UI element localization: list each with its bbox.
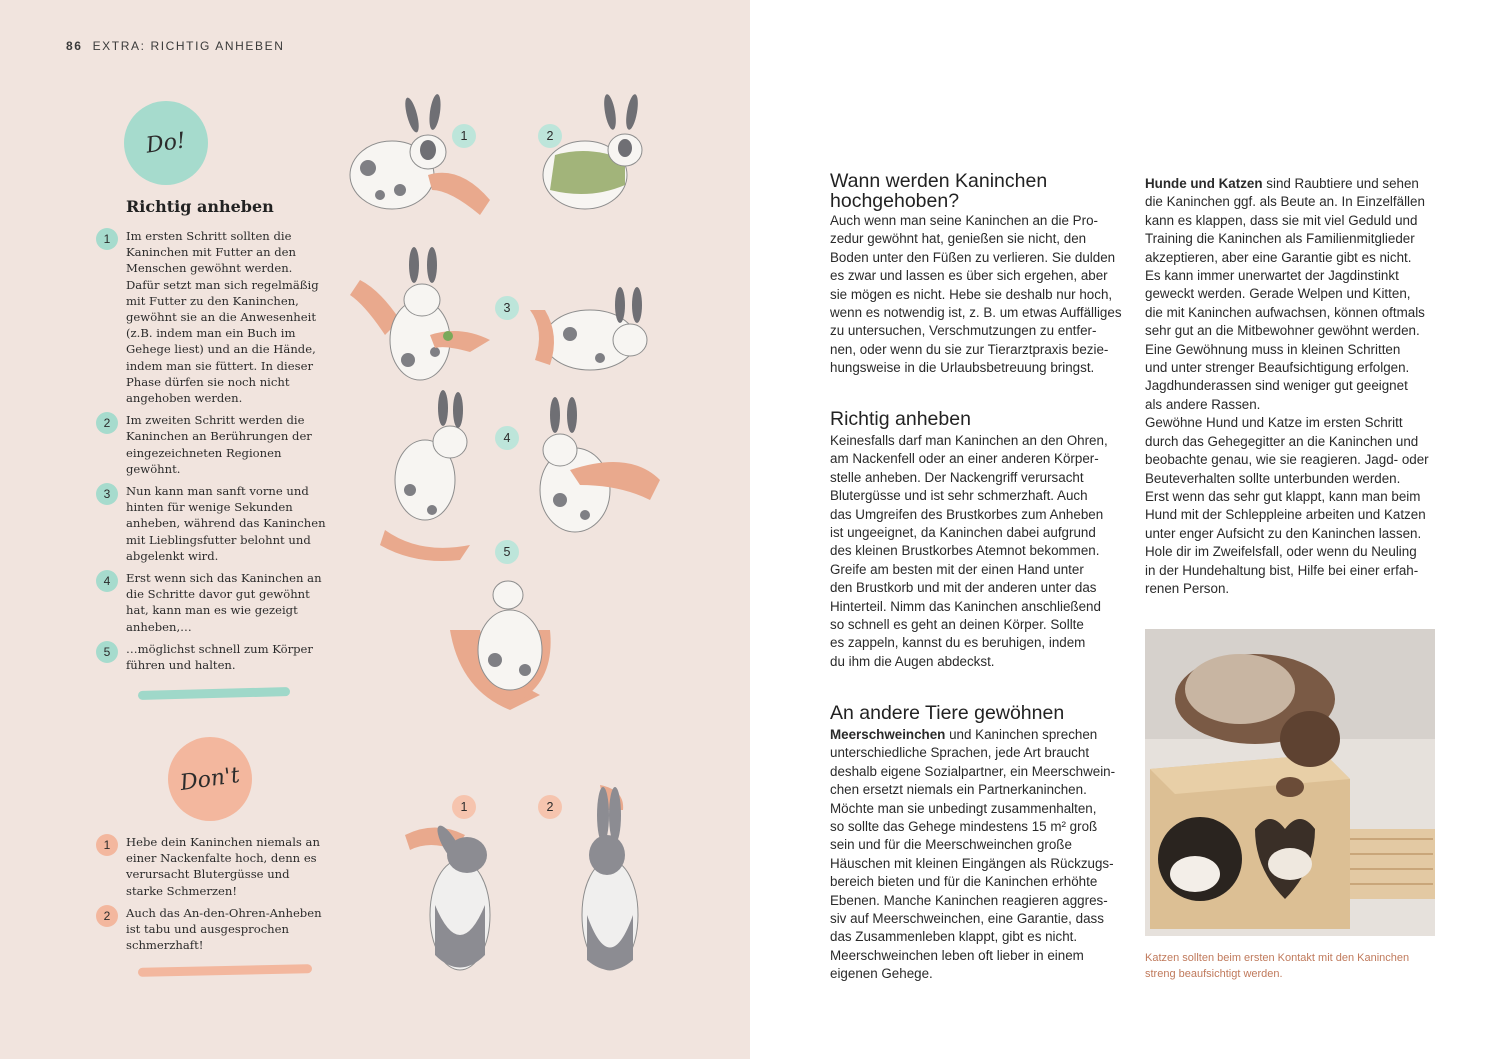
do-step-4 [96,570,328,635]
step-text: Erst wenn sich das Kaninchen an die Schritte davor gut gewöhnt hat, kann man es wie gezeigt anheben,… [126,571,322,634]
step-text: Im ersten Schritt sollten die Kaninchen mit Futter an den Menschen gewöhnt werden. Dafür setzt man sich regelmäßig mit Futter zu den Kaninchen, gewöhnt sie an die Anwesenheit (z.B. indem man ein Buch im Gehege liest) und an die Hände, indem man sie füttert. In dieser Phase dürfen sie noch nicht angehoben werden. [126,229,319,406]
step-number-badge: 1 [96,228,118,250]
running-head-title: EXTRA: RICHTIG ANHEBEN [92,39,285,53]
body-andere-tiere [830,726,1130,984]
running-head [66,39,284,53]
page-number: 86 [66,39,83,53]
step-number-badge: 2 [96,905,118,927]
step-number-badge: 5 [96,641,118,663]
dont-badge [168,737,252,821]
rabbit-handling-illustrations [340,90,670,720]
step-number-badge: 2 [96,412,118,434]
do-steps-list [96,228,328,679]
do-step-5 [96,641,328,673]
illustration-number-do-1: 1 [452,124,476,148]
rabbit-illustration-1 [350,93,490,215]
body-hunde-katzen [1145,175,1445,598]
dont-rabbit-illustrations [395,765,655,995]
step-text: Nun kann man sanft vorne und hinten für wenige Sekunden anheben, während das Kaninchen mit Lieblingsfutter belohnt und abgelenkt wird. [126,484,326,563]
illustration-number-do-3: 3 [495,296,519,320]
illustration-number-do-4: 4 [495,426,519,450]
do-step-1 [96,228,328,406]
body-wann-hochgehoben: Auch wenn man seine Kaninchen an die Pro- zedur gewöhnt hat, genießen sie nicht, den Boden unter den Füßen zu verlieren. Sie dulden es zwar und lassen es über sich ergehen, aber sie mögen es nicht. Hebe sie deshalb nur hoch, wenn es notwendig ist, z. B. um etwas Auffälliges zu untersuchen, Verschmutzungen zu entfer- nen, oder wenn du sie zur Tierarztpraxis bezie- hungsweise in die Urlaubsbetreuung bringst. [830,213,1122,376]
heading-wann-hochgehoben: Wann werden Kaninchen hochgehoben? [830,170,1048,212]
illustration-number-do-2: 2 [538,124,562,148]
step-number-badge: 1 [96,834,118,856]
rabbit-illustration-dont-1 [405,822,490,970]
rabbit-illustration-5 [450,581,551,710]
dont-step-2 [96,905,328,954]
illustration-number-do-5: 5 [495,540,519,564]
dont-badge-text: Don't [178,762,242,796]
step-number-badge: 3 [96,483,118,505]
step-text: Auch das An-den-Ohren-Anheben ist tabu und ausgesprochen schmerzhaft! [126,905,322,953]
step-number-badge: 4 [96,570,118,592]
rabbit-illustration-dont-2 [582,785,638,970]
heading-richtig-anheben: Richtig anheben [830,408,971,430]
lead-meerschweinchen: Meerschweinchen [830,727,946,742]
rabbit-illustration-4 [380,390,660,561]
cat-rabbit-photo [1145,629,1435,936]
do-badge-text: Do! [144,127,188,159]
do-section-title: Richtig anheben [126,197,274,216]
photo-caption: Katzen sollten beim ersten Kontakt mit den Kaninchen streng beaufsichtigt werden. [1145,952,1410,980]
lead-hunde-katzen: Hunde und Katzen [1145,176,1263,191]
dont-step-1 [96,834,328,899]
illustration-number-dont-2: 2 [538,795,562,819]
rabbit-illustration-3 [350,247,647,380]
step-text: Hebe dein Kaninchen niemals an einer Nackenfalte hoch, denn es verursacht Blutergüsse und starke Schmerzen! [126,835,320,898]
step-text: …möglichst schnell zum Körper führen und halten. [126,641,313,673]
step-text: Im zweiten Schritt werden die Kaninchen an Berührungen der eingezeichneten Regionen gewöhnt. [126,413,312,476]
do-step-3 [96,483,328,564]
do-badge [124,101,208,185]
illustration-number-dont-1: 1 [452,795,476,819]
body-richtig-anheben: Keinesfalls darf man Kaninchen an den Ohren, am Nackenfell oder an einer anderen Körper- stelle anheben. Der Nackengriff verursacht Blutergüsse und ist sehr schmerzhaft. Auch das Umgreifen des Brustkorbes zum Anheben ist ungeeignet, da Kaninchen dabei aufgrund des kleinen Brustkorbes Atemnot bekommen. Greife am besten mit der einen Hand unter den Brustkorb und mit der anderen unter das Hinterteil. Nimm das Kaninchen anschließend so schnell es geht an deinen Körper. Sollte es zappeln, kannst du es beruhigen, indem du ihm die Augen abdeckst. [830,433,1108,669]
peach-brush-stroke [138,964,312,977]
heading-andere-tiere: An andere Tiere gewöhnen [830,702,1065,724]
body-meerschweinchen: und Kaninchen sprechen unterschiedliche Sprachen, jede Art braucht deshalb eigene Sozialpartner, ein Meerschwein- chen ersetzt niemals ein Partnerkaninchen. Möchte man sie unbedingt zusammenhalten, so sollte das Gehege mindestens 15 m² groß sein und für die Meerschweinchen große Häuschen mit kleinen Eingängen als Rückzugs- bereich bieten und für die Kaninchen erhöhte Ebenen. Manche Kaninchen reagieren aggres- siv auf Meerschweinchen, eine Garantie, dass das Zusammenleben klappt, gibt es nicht. Meerschweinchen leben oft lieber in einem eigenen Gehege. [830,727,1116,982]
dont-steps-list [96,834,328,959]
rabbit-illustration-2 [543,93,642,209]
right-page [750,0,1500,1059]
do-step-2 [96,412,328,477]
body-hunde-katzen-text: sind Raubtiere und sehen die Kaninchen ggf. als Beute an. In Einzelfällen kann es klappen, dass sie mit viel Geduld und Training die Kaninchen als Familienmitglieder akzeptieren, aber eine Garantie gibt es nicht. Es kann immer unerwartet der Jagdinstinkt geweckt werden. Gerade Welpen und Kitten, die mit Kaninchen aufwachsen, können oftmals sehr gut an die Mitbewohner gewöhnt werden. Eine Gewöhnung muss in kleinen Schritten und unter strenger Beaufsichtigung erfolgen. Jagdhunderassen sind weniger gut geeignet als andere Rassen. Gewöhne Hund und Katze im ersten Schritt durch das Gehegegitter an die Kaninchen und beobachte genau, wie sie reagieren. Jagd- oder Beuteverhalten sollte unterbunden werden. Erst wenn das sehr gut klappt, kann man beim Hund mit der Schleppleine arbeiten und Katzen unter enger Aufsicht zu den Kaninchen lassen. Hole dir im Zweifelsfall, oder wenn du Neuling in der Hundehaltung bist, Hilfe bei einer erfah- renen Person. [1145,176,1429,596]
mint-brush-stroke [138,687,290,700]
